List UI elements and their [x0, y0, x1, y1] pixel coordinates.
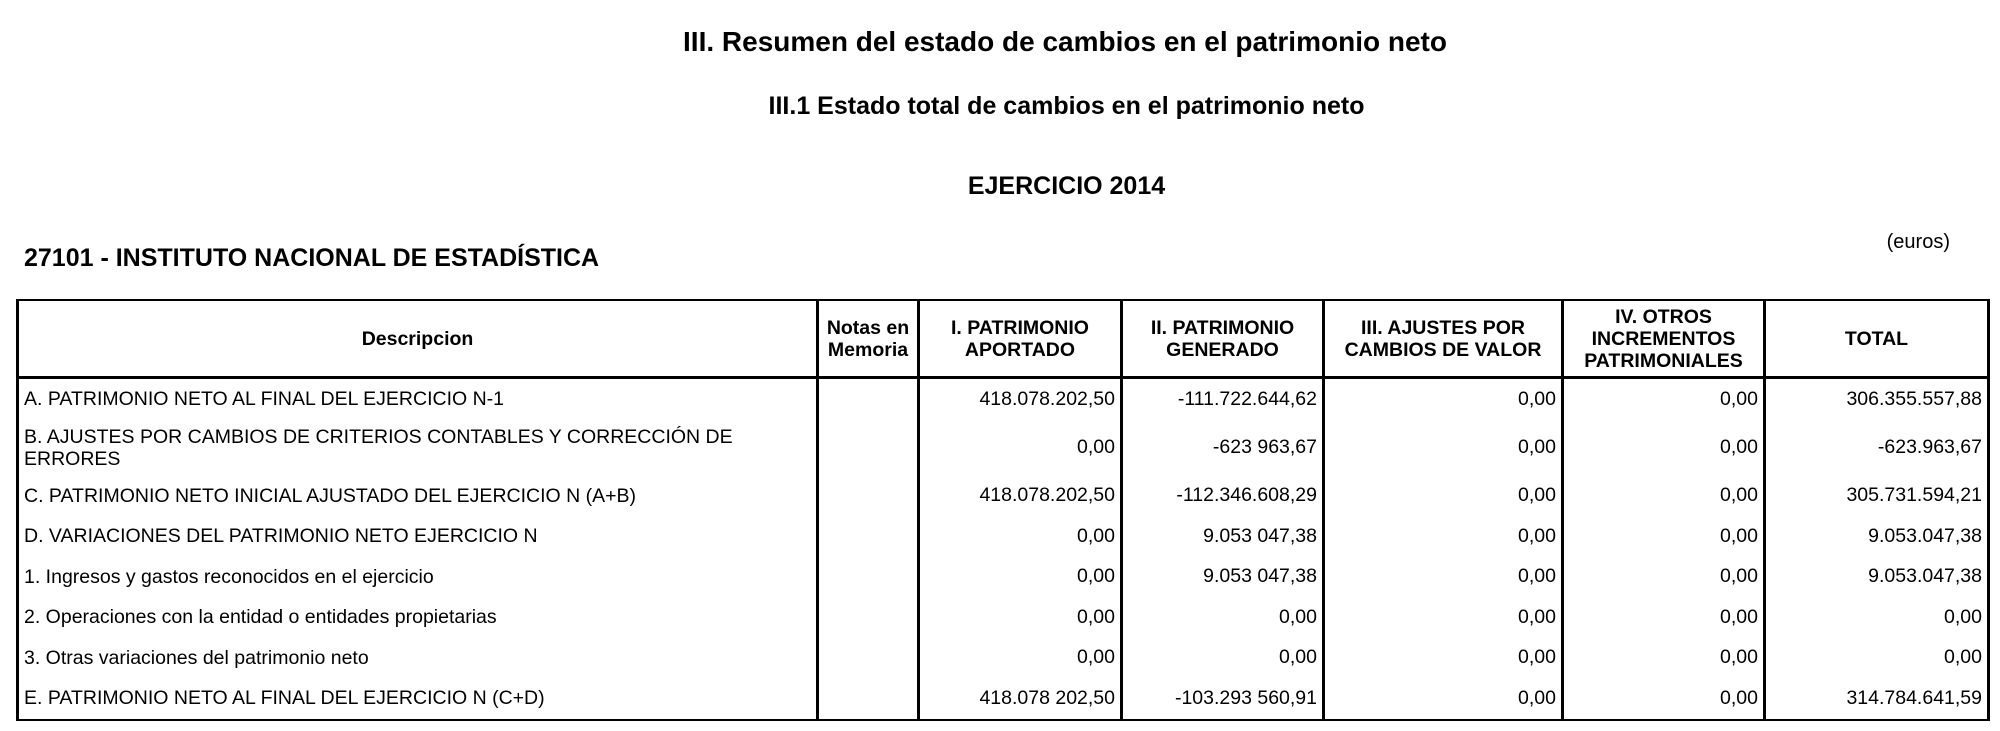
cell-generado: -103.293 560,91: [1122, 678, 1324, 720]
cell-total: 9.053.047,38: [1765, 557, 1989, 598]
row-description: 3. Otras variaciones del patrimonio neto: [18, 638, 818, 679]
cell-ajustes: 0,00: [1324, 638, 1563, 679]
cell-ajustes: 0,00: [1324, 516, 1563, 557]
row-description: A. PATRIMONIO NETO AL FINAL DEL EJERCICIO N-1: [18, 378, 818, 420]
cell-generado: 9.053 047,38: [1122, 516, 1324, 557]
cell-generado: 9.053 047,38: [1122, 557, 1324, 598]
cell-otros: 0,00: [1563, 378, 1765, 420]
cell-generado: 0,00: [1122, 597, 1324, 638]
row-description: C. PATRIMONIO NETO INICIAL AJUSTADO DEL EJERCICIO N (A+B): [18, 476, 818, 517]
cell-generado: -112.346.608,29: [1122, 476, 1324, 517]
cell-aportado: 0,00: [919, 557, 1122, 598]
cell-otros: 0,00: [1563, 638, 1765, 679]
page-subtitle: III.1 Estado total de cambios en el patrimonio neto: [768, 92, 1365, 120]
col-header-ajustes: III. AJUSTES POR CAMBIOS DE VALOR: [1324, 300, 1563, 378]
cell-total: 306.355.557,88: [1765, 378, 1989, 420]
row-notes: [818, 378, 919, 420]
cell-total: 9.053.047,38: [1765, 516, 1989, 557]
table-row: [18, 420, 1989, 476]
cell-aportado: 418.078.202,50: [919, 378, 1122, 420]
cell-otros: 0,00: [1563, 516, 1765, 557]
cell-generado: -111.722.644,62: [1122, 378, 1324, 420]
exercise-label: EJERCICIO 2014: [967, 172, 1166, 200]
cell-otros: 0,00: [1563, 557, 1765, 598]
table-row: [18, 678, 1989, 720]
page-title: III. Resumen del estado de cambios en el patrimonio neto: [683, 26, 1447, 57]
table-row: [18, 516, 1989, 557]
cell-otros: 0,00: [1563, 678, 1765, 720]
equity-changes-table: [16, 299, 1990, 721]
row-description: B. AJUSTES POR CAMBIOS DE CRITERIOS CONTABLES Y CORRECCIÓN DE ERRORES: [18, 420, 818, 476]
cell-aportado: 0,00: [919, 597, 1122, 638]
row-notes: [818, 638, 919, 679]
col-header-patrimonio-aportado: I. PATRIMONIO APORTADO: [919, 300, 1122, 378]
row-notes: [818, 420, 919, 476]
col-header-descripcion: Descripcion: [18, 300, 818, 378]
table-row: [18, 476, 1989, 517]
cell-ajustes: 0,00: [1324, 476, 1563, 517]
row-description: 1. Ingresos y gastos reconocidos en el ejercicio: [18, 557, 818, 598]
row-notes: [818, 476, 919, 517]
table-row: [18, 597, 1989, 638]
cell-ajustes: 0,00: [1324, 557, 1563, 598]
cell-aportado: 0,00: [919, 638, 1122, 679]
header-row: [18, 300, 1989, 378]
cell-aportado: 0,00: [919, 420, 1122, 476]
row-notes: [818, 557, 919, 598]
cell-total: 305.731.594,21: [1765, 476, 1989, 517]
table-row: [18, 557, 1989, 598]
cell-otros: 0,00: [1563, 476, 1765, 517]
cell-generado: -623 963,67: [1122, 420, 1324, 476]
row-description: D. VARIACIONES DEL PATRIMONIO NETO EJERCICIO N: [18, 516, 818, 557]
row-notes: [818, 597, 919, 638]
cell-ajustes: 0,00: [1324, 378, 1563, 420]
cell-aportado: 418.078 202,50: [919, 678, 1122, 720]
cell-aportado: 418.078.202,50: [919, 476, 1122, 517]
col-header-notas: Notas en Memoria: [818, 300, 919, 378]
table-row: [18, 378, 1989, 420]
entity-name: 27101 - INSTITUTO NACIONAL DE ESTADÍSTICA: [24, 244, 600, 272]
cell-total: 0,00: [1765, 597, 1989, 638]
row-description: 2. Operaciones con la entidad o entidades propietarias: [18, 597, 818, 638]
cell-total: -623.963,67: [1765, 420, 1989, 476]
cell-total: 314.784.641,59: [1765, 678, 1989, 720]
currency-unit: (euros): [1886, 231, 1950, 253]
col-header-total: TOTAL: [1765, 300, 1989, 378]
col-header-otros-incrementos: IV. OTROS INCREMENTOS PATRIMONIALES: [1563, 300, 1765, 378]
cell-ajustes: 0,00: [1324, 678, 1563, 720]
cell-aportado: 0,00: [919, 516, 1122, 557]
cell-ajustes: 0,00: [1324, 420, 1563, 476]
col-header-patrimonio-generado: II. PATRIMONIO GENERADO: [1122, 300, 1324, 378]
table-row: [18, 638, 1989, 679]
cell-otros: 0,00: [1563, 597, 1765, 638]
cell-generado: 0,00: [1122, 638, 1324, 679]
row-notes: [818, 678, 919, 720]
cell-total: 0,00: [1765, 638, 1989, 679]
row-description: E. PATRIMONIO NETO AL FINAL DEL EJERCICIO N (C+D): [18, 678, 818, 720]
row-notes: [818, 516, 919, 557]
cell-otros: 0,00: [1563, 420, 1765, 476]
cell-ajustes: 0,00: [1324, 597, 1563, 638]
